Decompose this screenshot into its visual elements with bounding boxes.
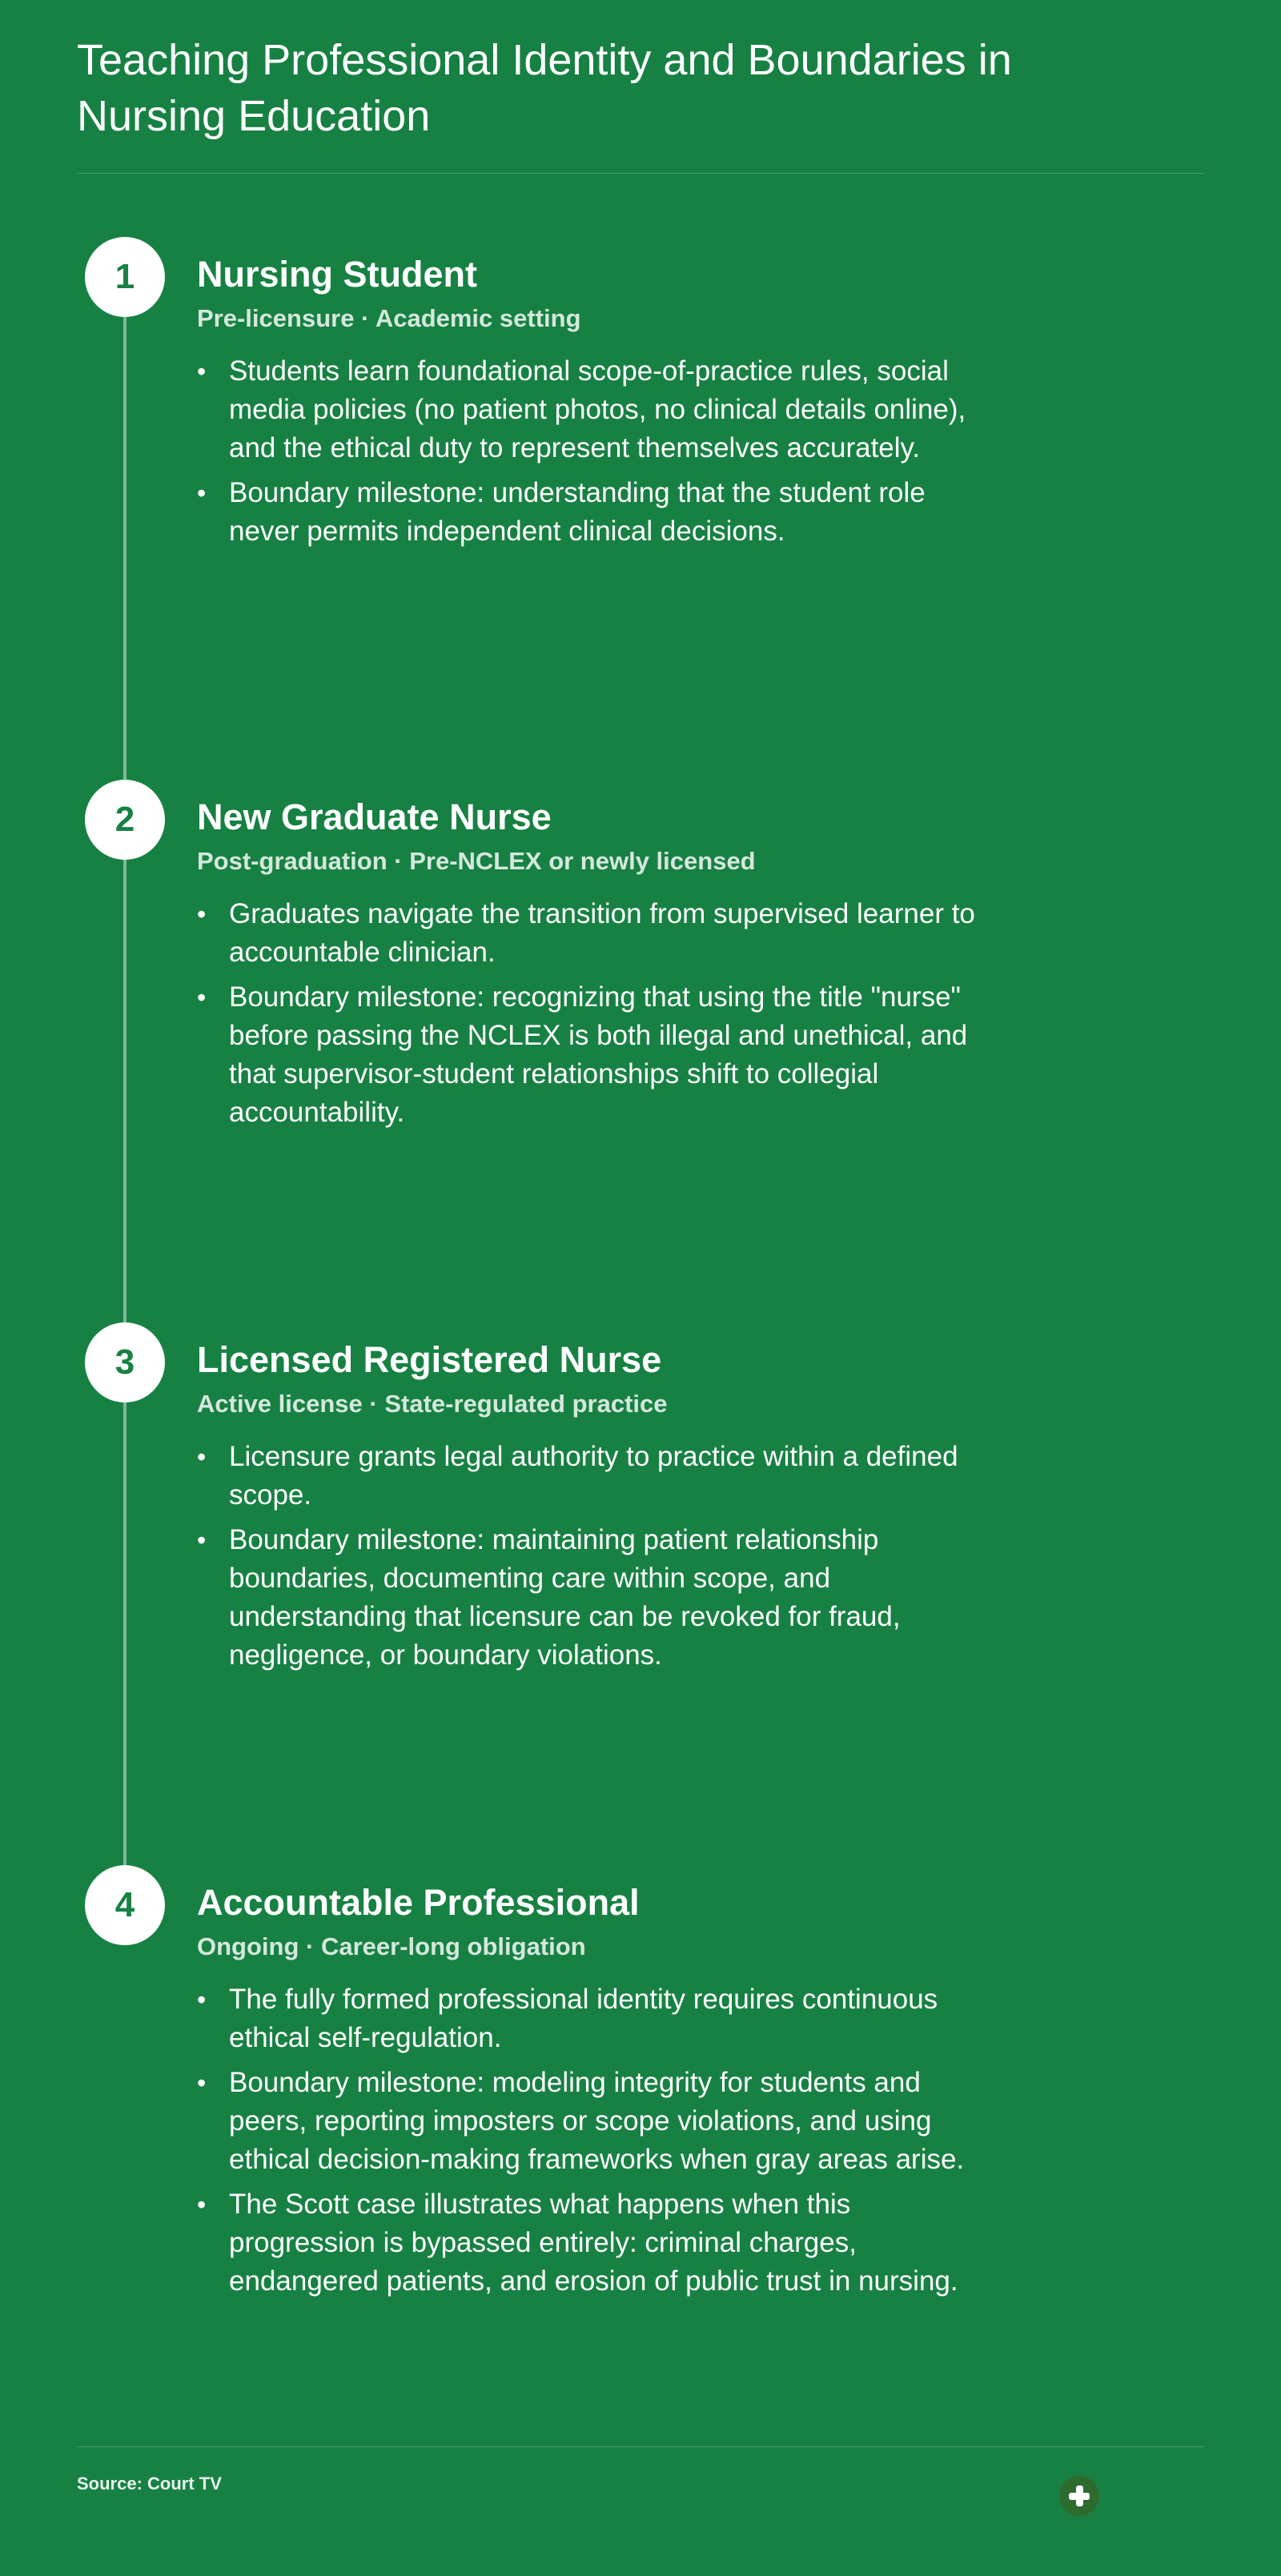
bullet-item: • Licensure grants legal authority to practice within a defined scope. xyxy=(197,1438,998,1515)
stage-number-badge: 4 xyxy=(85,1865,165,1945)
stage-number-badge: 2 xyxy=(85,780,165,860)
stage-title: Accountable Professional xyxy=(197,1882,640,1923)
bullet-item: • The fully formed professional identity requires continuous ethical self-regulation. xyxy=(197,1980,998,2057)
stage-subtitle: Post-graduation · Pre-NCLEX or newly licensed xyxy=(197,847,756,875)
bullet-item: • Boundary milestone: modeling integrity for students and peers, reporting imposters or scope violations, and using ethical decision-making frameworks when gray areas arise. xyxy=(197,2064,998,2179)
stage-content xyxy=(197,1881,1014,2307)
stage-number-badge: 1 xyxy=(85,237,165,317)
bullet-item: • Graduates navigate the transition from supervised learner to accountable clinician. xyxy=(197,895,998,972)
stage-bullets xyxy=(197,1438,1014,1675)
stage-bullets xyxy=(197,895,1014,1132)
stage-subtitle: Ongoing · Career-long obligation xyxy=(197,1932,586,1960)
page-title: Teaching Professional Identity and Boundaries in Nursing Education xyxy=(77,36,1012,140)
cross-horizontal xyxy=(1069,2493,1090,2500)
stage-title: New Graduate Nurse xyxy=(197,796,552,837)
stage-title: Licensed Registered Nurse xyxy=(197,1339,662,1380)
stage-number-badge: 3 xyxy=(85,1322,165,1402)
stage-bullets xyxy=(197,352,1014,551)
bullet-item: • Students learn foundational scope-of-practice rules, social media policies (no patient photos, no clinical details online), and the ethical duty to represent themselves accurately. xyxy=(197,352,998,467)
stage-content xyxy=(197,1338,1014,1681)
stage-bullets xyxy=(197,1980,1014,2301)
stage-subtitle: Active license · State-regulated practice xyxy=(197,1390,668,1418)
timeline-line xyxy=(123,276,126,1909)
bullet-item: • Boundary milestone: recognizing that using the title "nurse" before passing the NCLEX is both illegal and unethical, and that supervisor-student relationships shift to collegial accountability. xyxy=(197,978,998,1132)
header xyxy=(77,32,1204,144)
stage-content xyxy=(197,253,1014,557)
bullet-item: • Boundary milestone: maintaining patient relationship boundaries, documenting care within scope, and understanding that licensure can be revoked for fraud, negligence, or boundary violations. xyxy=(197,1521,998,1675)
header-divider xyxy=(77,173,1204,174)
medical-cross-icon xyxy=(1059,2476,1099,2516)
source-credit: Source: Court TV xyxy=(77,2474,222,2494)
stage-subtitle: Pre-licensure · Academic setting xyxy=(197,304,581,332)
stage-title: Nursing Student xyxy=(197,254,477,295)
stage-content xyxy=(197,796,1014,1138)
bullet-item: • Boundary milestone: understanding that the student role never permits independent clinical decisions. xyxy=(197,474,998,551)
footer-divider xyxy=(77,2446,1204,2447)
bullet-item: • The Scott case illustrates what happens when this progression is bypassed entirely: criminal charges, endangered patients, and erosion of public trust in nursing. xyxy=(197,2185,998,2301)
